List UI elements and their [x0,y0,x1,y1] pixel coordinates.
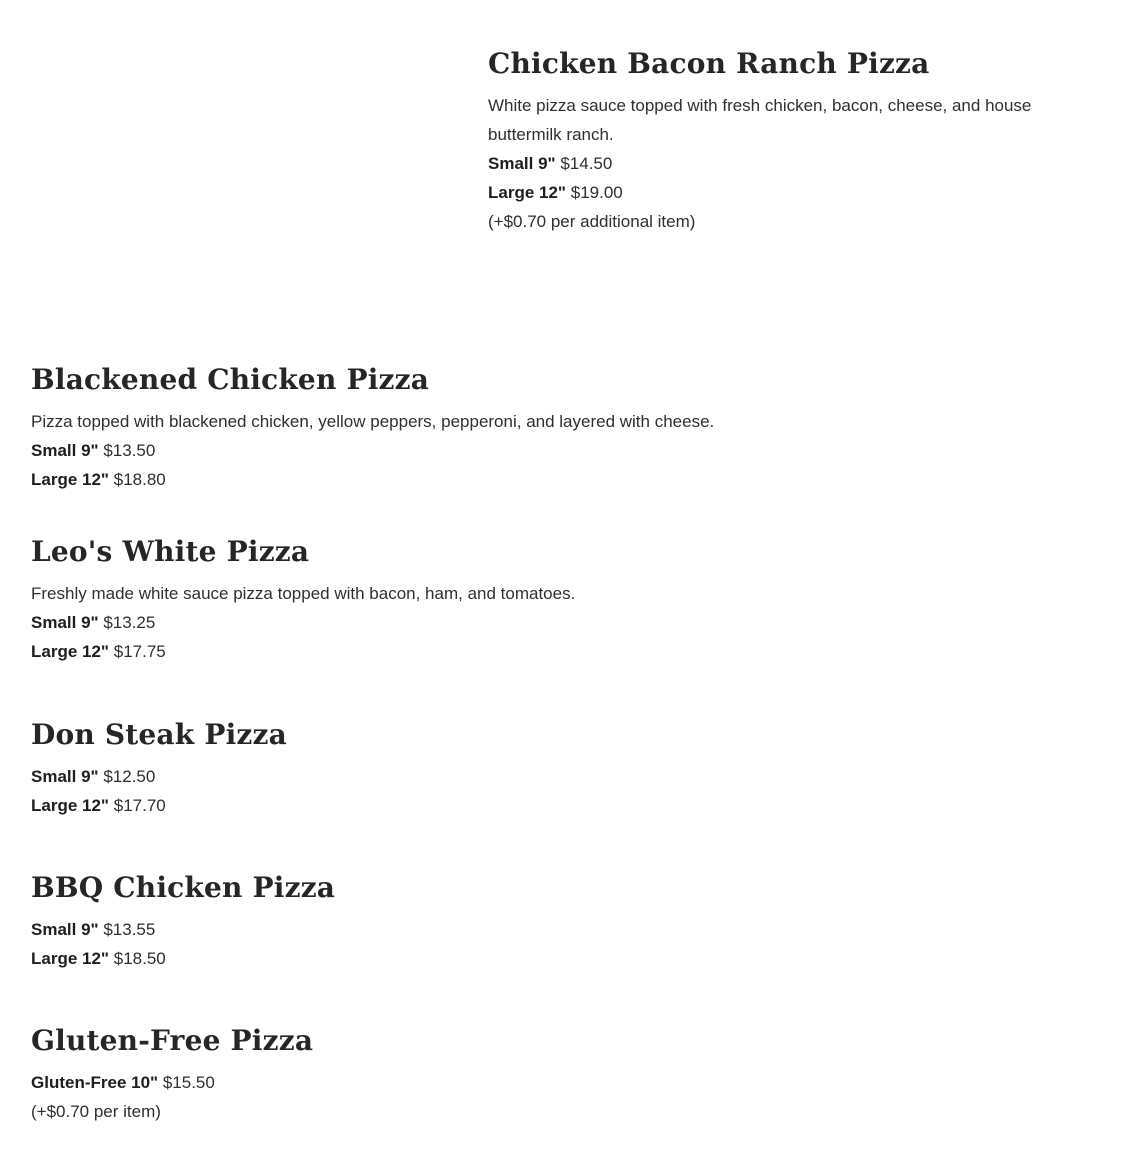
item-description: Pizza topped with blackened chicken, yellow peppers, pepperoni, and layered with cheese. [31,412,715,431]
size-label: Large 12" [31,949,109,968]
price-value: $13.55 [103,920,156,939]
menu-item-don-steak [31,718,1031,820]
price-value: $17.75 [113,642,166,661]
size-label: Small 9" [31,767,99,786]
price-line-small [31,915,1031,944]
item-title: Chicken Bacon Ranch Pizza [488,47,930,80]
size-label: Small 9" [31,920,99,939]
price-line-large [31,637,1031,666]
size-label: Small 9" [31,613,99,632]
price-value: $14.50 [560,154,613,173]
size-label: Large 12" [31,796,109,815]
item-title: Don Steak Pizza [31,718,287,751]
size-label: Small 9" [488,154,556,173]
menu-item-gluten-free [31,1024,1031,1126]
price-note: (+$0.70 per item) [31,1102,161,1121]
item-title: Blackened Chicken Pizza [31,363,430,396]
price-value: $18.80 [113,470,166,489]
price-line-gluten-free [31,1068,1031,1097]
price-value: $12.50 [103,767,156,786]
price-note: (+$0.70 per additional item) [488,212,696,231]
size-label: Gluten-Free 10" [31,1073,159,1092]
price-line-small [31,436,1031,465]
menu-item-blackened-chicken [31,363,1031,494]
item-title: BBQ Chicken Pizza [31,871,336,904]
item-description: White pizza sauce topped with fresh chicken, bacon, cheese, and house buttermilk ranch. [488,96,1032,144]
price-line-small [31,608,1031,637]
price-value: $19.00 [570,183,623,202]
price-line-small [488,149,1103,178]
menu-item-bbq-chicken [31,871,1031,973]
price-value: $13.50 [103,441,156,460]
price-value: $18.50 [113,949,166,968]
price-line-large [31,944,1031,973]
price-value: $17.70 [113,796,166,815]
price-value: $15.50 [162,1073,215,1092]
price-value: $13.25 [103,613,156,632]
item-description: Freshly made white sauce pizza topped with bacon, ham, and tomatoes. [31,584,576,603]
price-line-small [31,762,1031,791]
menu-item-chicken-bacon-ranch [488,47,1103,236]
menu-item-leos-white [31,535,1031,666]
price-line-large [31,465,1031,494]
size-label: Large 12" [31,642,109,661]
item-title: Leo's White Pizza [31,535,310,568]
item-title: Gluten-Free Pizza [31,1024,314,1057]
price-line-large [488,178,1103,207]
size-label: Small 9" [31,441,99,460]
size-label: Large 12" [31,470,109,489]
size-label: Large 12" [488,183,566,202]
price-line-large [31,791,1031,820]
